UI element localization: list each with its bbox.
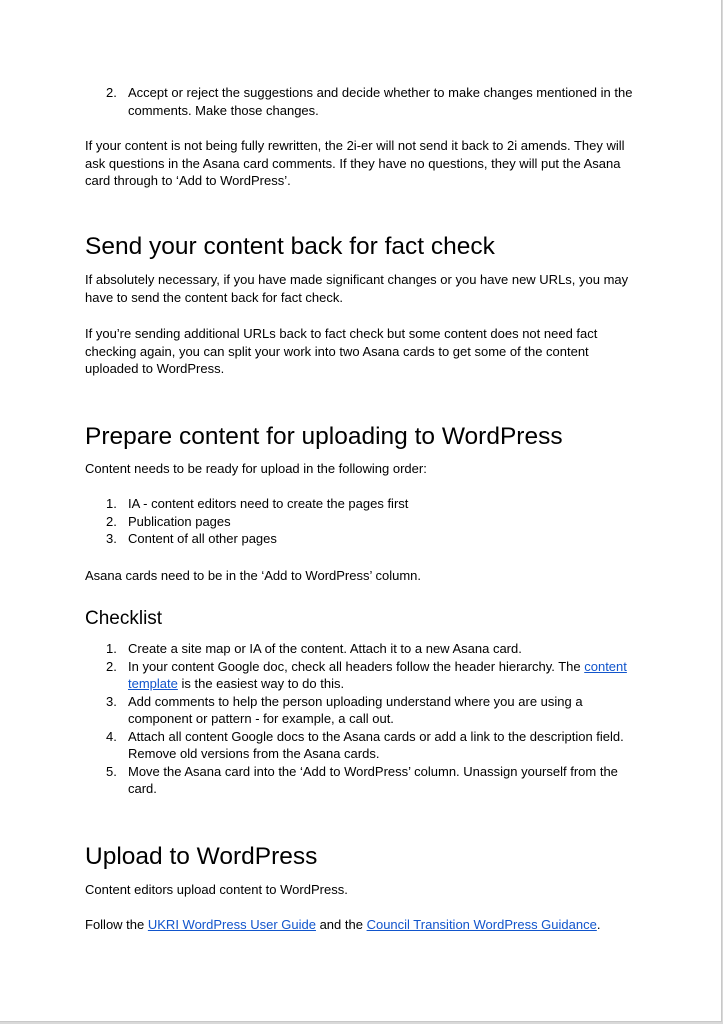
list-number: 1. [106, 496, 117, 511]
ukri-wordpress-user-guide-link[interactable]: UKRI WordPress User Guide [147, 917, 316, 932]
intro-paragraph: If your content is not being fully rewritten, the 2i-er will not send it back to 2i amends. They will ask questions in the Asana card comments. If they have no questions, they will put the Asana card through to ‘Add to WordPress’. [85, 138, 625, 188]
list-item-text: IA - content editors need to create the pages first [128, 496, 409, 511]
list-item-text: In your content Google doc, check all headers follow the header hierarchy. The [128, 658, 585, 674]
list-item-text: Add comments to help the person uploading understand where you are using a component or pattern - for example, a call out. [128, 693, 583, 726]
heading-fact-check: Send your content back for fact check [85, 233, 495, 260]
list-item [85, 495, 633, 513]
prepare-note: Asana cards need to be in the ‘Add to WordPress’ column. [85, 568, 422, 583]
follow-guidance-paragraph [85, 916, 633, 934]
list-number: 5. [106, 763, 117, 779]
list-item [85, 530, 633, 548]
list-number: 1. [106, 641, 117, 656]
fact-check-paragraph-2: If you’re sending additional URLs back to fact check but some content does not need fact checking again, you can split your work into two Asana cards to get some of the content uploaded to WordPress. [85, 326, 598, 376]
list-item-text: is the easiest way to do this. [177, 676, 345, 691]
list-item-text: Move the Asana card into the ‘Add to WordPress’ column. Unassign yourself from the card. [128, 763, 618, 796]
list-number: 2. [106, 85, 117, 100]
council-transition-guidance-link[interactable]: Council Transition WordPress Guidance [366, 917, 597, 932]
checklist-item [85, 728, 633, 763]
upload-paragraph: Content editors upload content to WordPress. [85, 882, 348, 897]
heading-checklist: Checklist [85, 608, 163, 629]
intro-list [85, 84, 633, 119]
list-number: 2. [106, 513, 117, 529]
prepare-intro: Content needs to be ready for upload in the following order: [85, 461, 427, 476]
list-item [85, 84, 633, 119]
checklist [85, 640, 633, 798]
checklist-item [85, 658, 633, 693]
heading-prepare-content: Prepare content for uploading to WordPress [85, 423, 563, 450]
checklist-item [85, 763, 633, 798]
fact-check-paragraph-1: If absolutely necessary, if you have made significant changes or you have new URLs, you may have to send the content back for fact check. [85, 272, 629, 305]
upload-order-list [85, 495, 633, 548]
list-item-text: Publication pages [128, 513, 231, 529]
heading-upload: Upload to WordPress [85, 843, 318, 870]
list-number: 3. [106, 531, 117, 546]
content-template-link[interactable]: content template [128, 658, 627, 691]
list-item [85, 513, 633, 531]
follow-prefix: Follow the [85, 917, 148, 932]
list-number: 3. [106, 693, 117, 709]
list-number: 2. [106, 658, 117, 674]
list-number: 4. [106, 728, 117, 744]
list-item-text: Create a site map or IA of the content. Attach it to a new Asana card. [128, 641, 522, 656]
checklist-item [85, 693, 633, 728]
follow-suffix: . [596, 917, 601, 932]
list-item-text: Content of all other pages [128, 531, 277, 546]
checklist-item [85, 640, 633, 658]
list-item-text: Accept or reject the suggestions and decide whether to make changes mentioned in the comments. Make those changes. [128, 85, 633, 118]
list-item-text: Attach all content Google docs to the Asana cards or add a link to the description field. Remove old versions from the Asana cards. [128, 728, 624, 761]
follow-middle: and the [315, 917, 367, 932]
